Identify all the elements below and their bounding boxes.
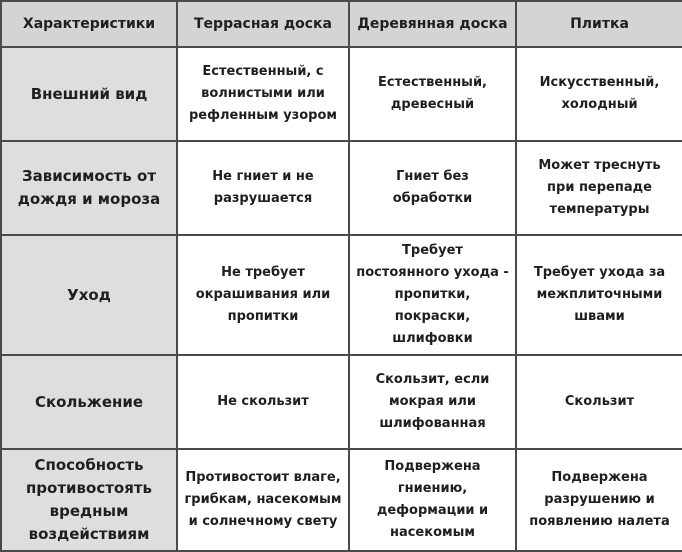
table-cell: Искусственный, холодный: [516, 47, 682, 141]
table-cell: Гниет без обработки: [349, 141, 516, 235]
table-cell: Подвержена гниению, деформации и насекомым: [349, 449, 516, 551]
table-cell: Скользит, если мокрая или шлифованная: [349, 355, 516, 449]
header-row: [1, 1, 682, 47]
header-terrace-board: Террасная доска: [177, 1, 349, 47]
row-label-resistance: Способность противостоять вредным воздействиям: [1, 449, 177, 551]
table-row: [1, 235, 682, 355]
table-cell: Противостоит влаге, грибкам, насекомым и солнечному свету: [177, 449, 349, 551]
table-cell: Может треснуть при перепаде температуры: [516, 141, 682, 235]
table-cell: Естественный, древесный: [349, 47, 516, 141]
table-cell: Требует ухода за межплиточными швами: [516, 235, 682, 355]
table-cell: Скользит: [516, 355, 682, 449]
table-cell: Естественный, с волнистыми или рефленным узором: [177, 47, 349, 141]
row-label-weather: Зависимость от дождя и мороза: [1, 141, 177, 235]
row-label-care: Уход: [1, 235, 177, 355]
row-label-appearance: Внешний вид: [1, 47, 177, 141]
table-row: [1, 449, 682, 551]
header-wooden-board: Деревянная доска: [349, 1, 516, 47]
table-cell: Не гниет и не разрушается: [177, 141, 349, 235]
table-row: [1, 355, 682, 449]
table-cell: Требует постоянного ухода - пропитки, покраски, шлифовки: [349, 235, 516, 355]
table-cell: Не требует окрашивания или пропитки: [177, 235, 349, 355]
header-tile: Плитка: [516, 1, 682, 47]
row-label-slip: Скольжение: [1, 355, 177, 449]
table-cell: Подвержена разрушению и появлению налета: [516, 449, 682, 551]
table-row: [1, 47, 682, 141]
table-cell: Не скользит: [177, 355, 349, 449]
header-characteristics: Характеристики: [1, 1, 177, 47]
table-row: [1, 141, 682, 235]
